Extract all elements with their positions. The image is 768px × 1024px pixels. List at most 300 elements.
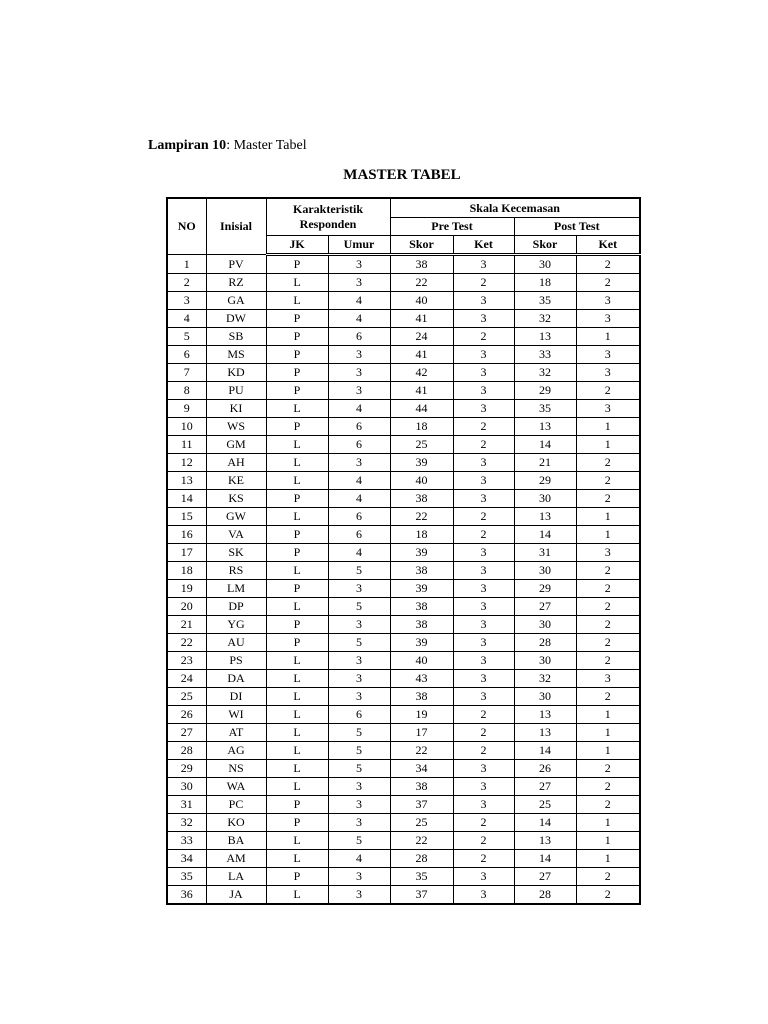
cell-jk: P (266, 796, 328, 814)
cell-pre-skor: 41 (390, 382, 453, 400)
cell-umur: 3 (328, 346, 390, 364)
header-pre-ket: Ket (453, 236, 514, 255)
cell-inisial: WA (206, 778, 266, 796)
cell-post-skor: 35 (514, 400, 576, 418)
cell-post-ket: 2 (576, 255, 640, 274)
cell-post-skor: 32 (514, 364, 576, 382)
cell-no: 21 (167, 616, 206, 634)
cell-inisial: PC (206, 796, 266, 814)
cell-no: 17 (167, 544, 206, 562)
cell-post-skor: 13 (514, 508, 576, 526)
cell-inisial: JA (206, 886, 266, 905)
cell-post-skor: 21 (514, 454, 576, 472)
cell-umur: 4 (328, 400, 390, 418)
cell-jk: L (266, 562, 328, 580)
cell-umur: 3 (328, 580, 390, 598)
cell-post-ket: 2 (576, 760, 640, 778)
cell-inisial: AT (206, 724, 266, 742)
cell-post-ket: 3 (576, 364, 640, 382)
cell-pre-ket: 3 (453, 310, 514, 328)
cell-no: 35 (167, 868, 206, 886)
cell-pre-ket: 2 (453, 274, 514, 292)
cell-inisial: PU (206, 382, 266, 400)
table-row (167, 778, 640, 796)
cell-pre-skor: 39 (390, 454, 453, 472)
cell-post-ket: 1 (576, 706, 640, 724)
cell-post-ket: 2 (576, 796, 640, 814)
table-row (167, 436, 640, 454)
cell-post-ket: 1 (576, 328, 640, 346)
cell-post-ket: 2 (576, 778, 640, 796)
cell-umur: 5 (328, 634, 390, 652)
header-pre-test: Pre Test (390, 218, 514, 236)
cell-pre-skor: 38 (390, 255, 453, 274)
cell-no: 14 (167, 490, 206, 508)
table-row (167, 598, 640, 616)
cell-inisial: DA (206, 670, 266, 688)
cell-post-skor: 13 (514, 418, 576, 436)
cell-jk: L (266, 778, 328, 796)
table-row (167, 562, 640, 580)
cell-jk: L (266, 742, 328, 760)
cell-post-skor: 30 (514, 652, 576, 670)
cell-post-ket: 2 (576, 652, 640, 670)
cell-post-skor: 31 (514, 544, 576, 562)
appendix-caption-text: : Master Tabel (226, 138, 307, 153)
cell-pre-skor: 17 (390, 724, 453, 742)
cell-inisial: KE (206, 472, 266, 490)
cell-post-skor: 30 (514, 490, 576, 508)
cell-post-ket: 1 (576, 418, 640, 436)
cell-no: 12 (167, 454, 206, 472)
table-row (167, 382, 640, 400)
table-row (167, 346, 640, 364)
cell-pre-ket: 3 (453, 598, 514, 616)
cell-post-ket: 3 (576, 346, 640, 364)
cell-inisial: GA (206, 292, 266, 310)
cell-post-ket: 2 (576, 688, 640, 706)
cell-pre-skor: 40 (390, 652, 453, 670)
table-row (167, 634, 640, 652)
cell-umur: 3 (328, 454, 390, 472)
header-post-skor: Skor (514, 236, 576, 255)
cell-pre-ket: 3 (453, 580, 514, 598)
table-row (167, 796, 640, 814)
table-row (167, 274, 640, 292)
header-inisial: Inisial (206, 198, 266, 255)
cell-post-ket: 1 (576, 814, 640, 832)
cell-jk: P (266, 526, 328, 544)
table-row (167, 255, 640, 274)
cell-no: 7 (167, 364, 206, 382)
cell-post-ket: 3 (576, 310, 640, 328)
cell-post-ket: 1 (576, 832, 640, 850)
cell-umur: 6 (328, 508, 390, 526)
table-row (167, 616, 640, 634)
cell-jk: L (266, 832, 328, 850)
cell-no: 23 (167, 652, 206, 670)
cell-jk: L (266, 400, 328, 418)
header-karakteristik: Karakteristik Responden (266, 198, 390, 236)
cell-post-ket: 2 (576, 472, 640, 490)
table-row (167, 418, 640, 436)
cell-post-ket: 2 (576, 616, 640, 634)
cell-inisial: RZ (206, 274, 266, 292)
cell-pre-ket: 3 (453, 292, 514, 310)
cell-pre-skor: 22 (390, 742, 453, 760)
cell-pre-skor: 43 (390, 670, 453, 688)
cell-post-skor: 29 (514, 472, 576, 490)
cell-post-skor: 33 (514, 346, 576, 364)
cell-inisial: DP (206, 598, 266, 616)
cell-pre-ket: 3 (453, 490, 514, 508)
cell-post-ket: 2 (576, 562, 640, 580)
cell-inisial: GM (206, 436, 266, 454)
master-table (166, 197, 641, 905)
table-row (167, 310, 640, 328)
cell-jk: P (266, 490, 328, 508)
cell-pre-skor: 37 (390, 886, 453, 905)
cell-pre-ket: 3 (453, 364, 514, 382)
cell-pre-skor: 25 (390, 436, 453, 454)
cell-jk: L (266, 598, 328, 616)
cell-post-ket: 3 (576, 400, 640, 418)
cell-post-ket: 3 (576, 670, 640, 688)
cell-inisial: LM (206, 580, 266, 598)
cell-umur: 3 (328, 652, 390, 670)
cell-post-skor: 18 (514, 274, 576, 292)
cell-no: 9 (167, 400, 206, 418)
cell-pre-ket: 3 (453, 255, 514, 274)
cell-post-skor: 25 (514, 796, 576, 814)
cell-inisial: AU (206, 634, 266, 652)
cell-pre-ket: 3 (453, 760, 514, 778)
cell-inisial: MS (206, 346, 266, 364)
cell-jk: L (266, 436, 328, 454)
cell-pre-ket: 3 (453, 616, 514, 634)
cell-post-skor: 28 (514, 634, 576, 652)
cell-post-ket: 2 (576, 580, 640, 598)
cell-pre-ket: 3 (453, 346, 514, 364)
cell-post-skor: 26 (514, 760, 576, 778)
cell-pre-skor: 37 (390, 796, 453, 814)
header-umur: Umur (328, 236, 390, 255)
cell-post-skor: 14 (514, 526, 576, 544)
header-jk: JK (266, 236, 328, 255)
cell-inisial: YG (206, 616, 266, 634)
cell-inisial: AH (206, 454, 266, 472)
table-row (167, 364, 640, 382)
cell-umur: 3 (328, 886, 390, 905)
table-row (167, 490, 640, 508)
cell-pre-skor: 39 (390, 544, 453, 562)
cell-no: 10 (167, 418, 206, 436)
cell-pre-ket: 3 (453, 868, 514, 886)
cell-no: 33 (167, 832, 206, 850)
table-row (167, 652, 640, 670)
cell-no: 5 (167, 328, 206, 346)
cell-no: 3 (167, 292, 206, 310)
cell-post-ket: 1 (576, 742, 640, 760)
cell-post-skor: 32 (514, 310, 576, 328)
table-row (167, 706, 640, 724)
cell-pre-ket: 2 (453, 850, 514, 868)
cell-post-skor: 35 (514, 292, 576, 310)
cell-umur: 6 (328, 436, 390, 454)
cell-umur: 4 (328, 292, 390, 310)
cell-pre-skor: 22 (390, 508, 453, 526)
table-row (167, 454, 640, 472)
table-row (167, 850, 640, 868)
cell-umur: 4 (328, 850, 390, 868)
table-row (167, 688, 640, 706)
cell-umur: 3 (328, 868, 390, 886)
cell-pre-ket: 3 (453, 652, 514, 670)
cell-jk: L (266, 454, 328, 472)
cell-pre-skor: 38 (390, 562, 453, 580)
cell-jk: L (266, 706, 328, 724)
cell-umur: 5 (328, 742, 390, 760)
cell-no: 34 (167, 850, 206, 868)
cell-no: 11 (167, 436, 206, 454)
cell-umur: 6 (328, 526, 390, 544)
cell-post-skor: 14 (514, 850, 576, 868)
cell-umur: 5 (328, 562, 390, 580)
cell-pre-ket: 2 (453, 508, 514, 526)
cell-post-skor: 14 (514, 814, 576, 832)
cell-post-ket: 2 (576, 634, 640, 652)
cell-no: 6 (167, 346, 206, 364)
cell-inisial: AM (206, 850, 266, 868)
cell-post-ket: 2 (576, 598, 640, 616)
cell-post-ket: 3 (576, 292, 640, 310)
cell-umur: 6 (328, 418, 390, 436)
cell-umur: 5 (328, 598, 390, 616)
cell-post-skor: 30 (514, 616, 576, 634)
cell-post-skor: 27 (514, 598, 576, 616)
cell-umur: 3 (328, 364, 390, 382)
cell-pre-ket: 2 (453, 832, 514, 850)
cell-no: 19 (167, 580, 206, 598)
cell-umur: 3 (328, 274, 390, 292)
cell-post-ket: 2 (576, 382, 640, 400)
table-row (167, 760, 640, 778)
table-row (167, 670, 640, 688)
cell-inisial: KD (206, 364, 266, 382)
cell-jk: L (266, 724, 328, 742)
cell-pre-ket: 3 (453, 796, 514, 814)
cell-post-skor: 27 (514, 868, 576, 886)
cell-no: 22 (167, 634, 206, 652)
cell-no: 30 (167, 778, 206, 796)
cell-post-skor: 30 (514, 562, 576, 580)
header-post-test: Post Test (514, 218, 640, 236)
cell-pre-skor: 38 (390, 778, 453, 796)
cell-jk: P (266, 634, 328, 652)
cell-no: 36 (167, 886, 206, 905)
cell-post-ket: 1 (576, 508, 640, 526)
cell-pre-skor: 39 (390, 634, 453, 652)
cell-jk: L (266, 688, 328, 706)
cell-umur: 3 (328, 255, 390, 274)
cell-post-skor: 13 (514, 724, 576, 742)
cell-umur: 4 (328, 544, 390, 562)
cell-inisial: KI (206, 400, 266, 418)
cell-no: 28 (167, 742, 206, 760)
cell-inisial: KS (206, 490, 266, 508)
cell-jk: L (266, 670, 328, 688)
cell-pre-skor: 19 (390, 706, 453, 724)
cell-pre-ket: 3 (453, 778, 514, 796)
cell-pre-ket: 3 (453, 688, 514, 706)
cell-inisial: RS (206, 562, 266, 580)
cell-post-skor: 27 (514, 778, 576, 796)
cell-post-skor: 28 (514, 886, 576, 905)
cell-jk: P (266, 382, 328, 400)
cell-pre-skor: 28 (390, 850, 453, 868)
cell-inisial: KO (206, 814, 266, 832)
cell-pre-ket: 2 (453, 706, 514, 724)
header-no: NO (167, 198, 206, 255)
cell-post-skor: 29 (514, 382, 576, 400)
cell-no: 20 (167, 598, 206, 616)
cell-jk: P (266, 580, 328, 598)
cell-umur: 3 (328, 382, 390, 400)
cell-pre-skor: 44 (390, 400, 453, 418)
cell-pre-ket: 3 (453, 544, 514, 562)
table-row (167, 526, 640, 544)
cell-post-ket: 3 (576, 544, 640, 562)
cell-inisial: WI (206, 706, 266, 724)
cell-pre-skor: 40 (390, 292, 453, 310)
table-row (167, 472, 640, 490)
cell-post-ket: 2 (576, 274, 640, 292)
cell-post-skor: 13 (514, 832, 576, 850)
cell-jk: L (266, 760, 328, 778)
cell-post-ket: 1 (576, 436, 640, 454)
table-body (167, 255, 640, 905)
cell-pre-skor: 34 (390, 760, 453, 778)
cell-jk: P (266, 255, 328, 274)
table-row (167, 328, 640, 346)
cell-inisial: PV (206, 255, 266, 274)
table-row (167, 886, 640, 905)
cell-pre-skor: 38 (390, 616, 453, 634)
cell-inisial: DI (206, 688, 266, 706)
cell-pre-ket: 2 (453, 724, 514, 742)
cell-pre-ket: 3 (453, 634, 514, 652)
cell-umur: 3 (328, 814, 390, 832)
cell-post-ket: 2 (576, 886, 640, 905)
cell-jk: P (266, 616, 328, 634)
cell-pre-skor: 18 (390, 526, 453, 544)
cell-jk: P (266, 868, 328, 886)
cell-inisial: PS (206, 652, 266, 670)
header-post-ket: Ket (576, 236, 640, 255)
table-row (167, 868, 640, 886)
cell-post-skor: 14 (514, 436, 576, 454)
cell-pre-skor: 41 (390, 346, 453, 364)
cell-no: 31 (167, 796, 206, 814)
cell-pre-ket: 3 (453, 472, 514, 490)
cell-no: 27 (167, 724, 206, 742)
cell-pre-skor: 38 (390, 598, 453, 616)
cell-post-skor: 29 (514, 580, 576, 598)
cell-no: 8 (167, 382, 206, 400)
table-row (167, 544, 640, 562)
cell-jk: L (266, 472, 328, 490)
cell-pre-skor: 39 (390, 580, 453, 598)
table-header (167, 198, 640, 255)
cell-post-ket: 1 (576, 724, 640, 742)
cell-pre-skor: 22 (390, 832, 453, 850)
cell-pre-skor: 24 (390, 328, 453, 346)
cell-jk: P (266, 544, 328, 562)
cell-umur: 4 (328, 310, 390, 328)
cell-pre-skor: 40 (390, 472, 453, 490)
cell-no: 1 (167, 255, 206, 274)
cell-jk: P (266, 364, 328, 382)
cell-no: 15 (167, 508, 206, 526)
cell-umur: 3 (328, 670, 390, 688)
cell-no: 18 (167, 562, 206, 580)
cell-pre-ket: 3 (453, 400, 514, 418)
cell-inisial: NS (206, 760, 266, 778)
cell-pre-skor: 38 (390, 688, 453, 706)
cell-pre-skor: 42 (390, 364, 453, 382)
cell-jk: L (266, 652, 328, 670)
cell-pre-ket: 3 (453, 382, 514, 400)
cell-umur: 5 (328, 724, 390, 742)
cell-post-ket: 1 (576, 526, 640, 544)
cell-umur: 5 (328, 832, 390, 850)
cell-post-ket: 2 (576, 454, 640, 472)
cell-pre-skor: 25 (390, 814, 453, 832)
table-row (167, 292, 640, 310)
page-title: MASTER TABEL (343, 167, 461, 183)
cell-umur: 6 (328, 328, 390, 346)
cell-no: 16 (167, 526, 206, 544)
cell-post-skor: 30 (514, 255, 576, 274)
cell-pre-skor: 41 (390, 310, 453, 328)
table-row (167, 580, 640, 598)
cell-jk: P (266, 418, 328, 436)
appendix-label: Lampiran 10 (148, 138, 227, 153)
cell-umur: 3 (328, 688, 390, 706)
cell-no: 2 (167, 274, 206, 292)
cell-post-skor: 30 (514, 688, 576, 706)
cell-pre-skor: 22 (390, 274, 453, 292)
cell-inisial: AG (206, 742, 266, 760)
cell-pre-ket: 3 (453, 454, 514, 472)
cell-post-skor: 13 (514, 328, 576, 346)
cell-no: 13 (167, 472, 206, 490)
cell-post-skor: 32 (514, 670, 576, 688)
cell-post-skor: 14 (514, 742, 576, 760)
table-row (167, 832, 640, 850)
cell-no: 29 (167, 760, 206, 778)
cell-umur: 3 (328, 796, 390, 814)
cell-jk: L (266, 508, 328, 526)
cell-no: 26 (167, 706, 206, 724)
cell-inisial: SB (206, 328, 266, 346)
table-row (167, 400, 640, 418)
cell-jk: P (266, 310, 328, 328)
cell-inisial: VA (206, 526, 266, 544)
cell-umur: 6 (328, 706, 390, 724)
cell-inisial: SK (206, 544, 266, 562)
cell-no: 25 (167, 688, 206, 706)
